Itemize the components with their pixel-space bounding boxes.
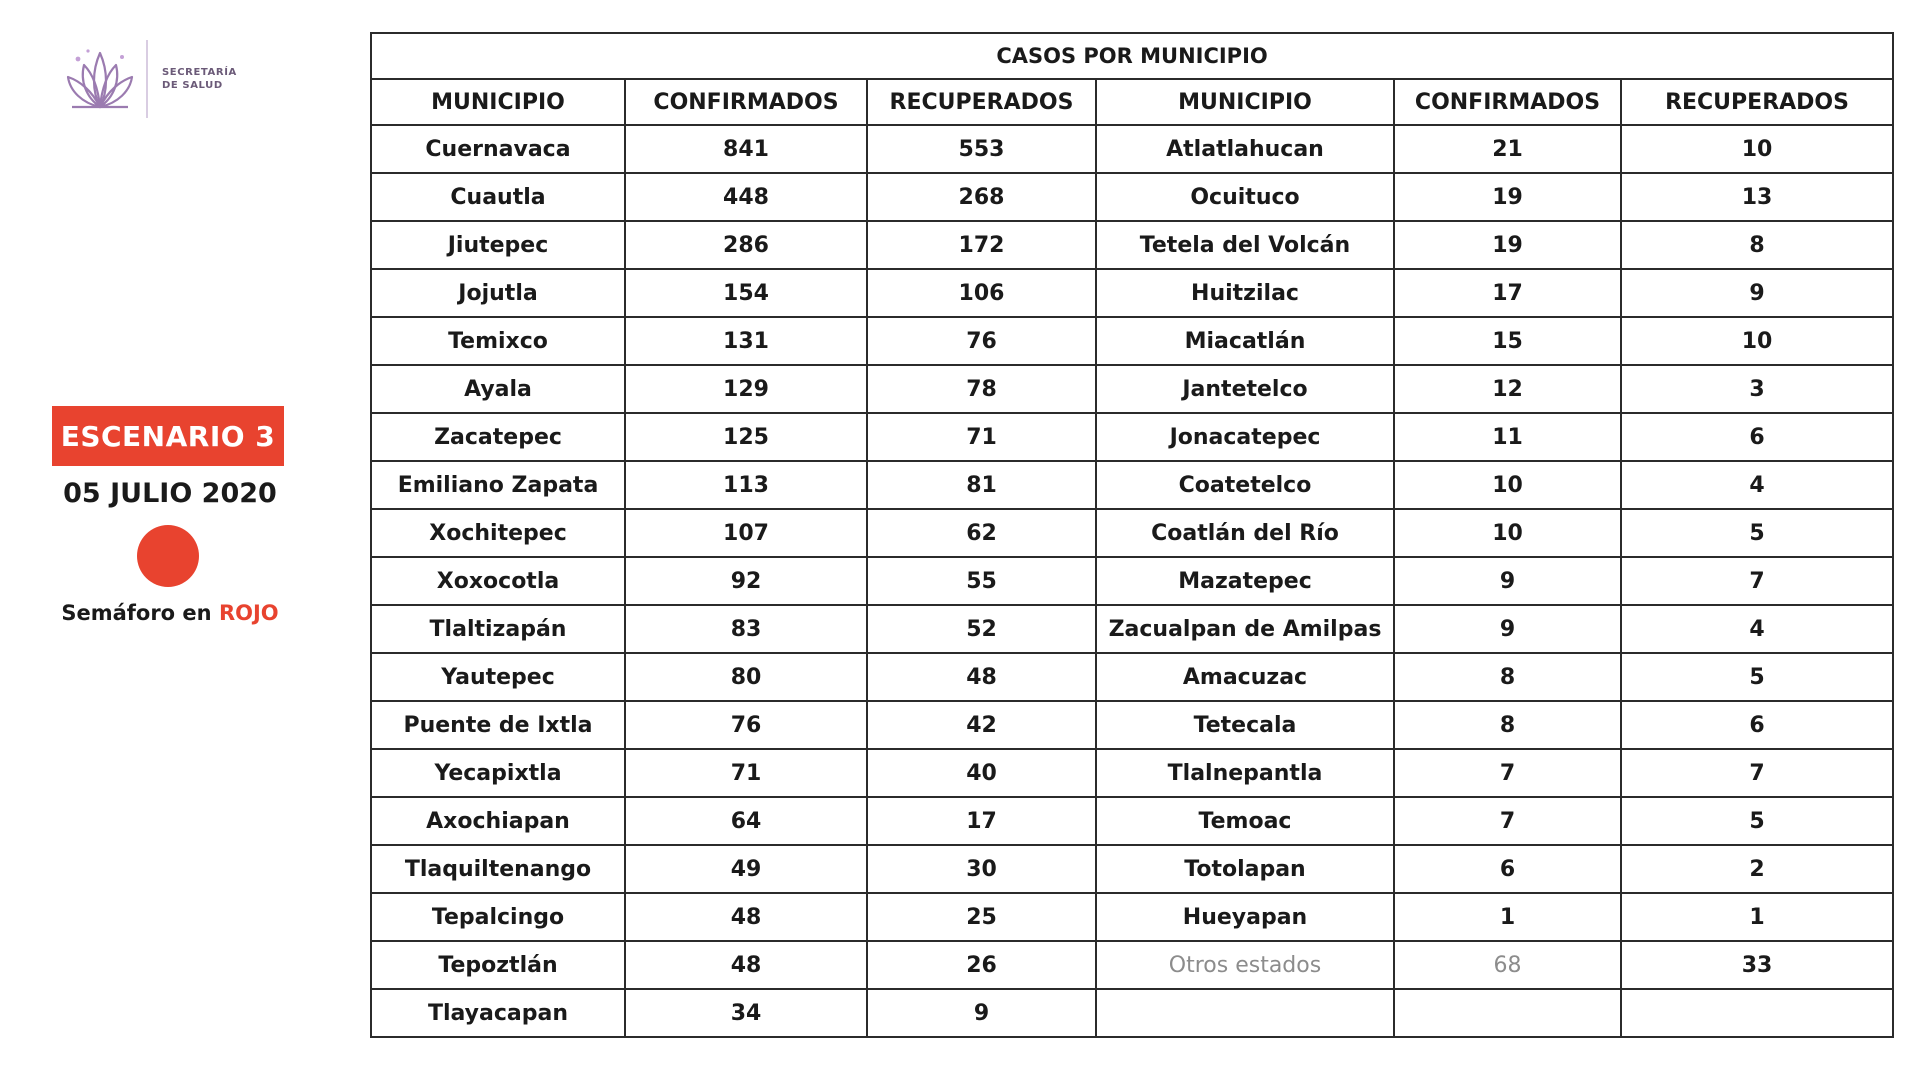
- confirmados-cell-2: 8: [1394, 653, 1621, 701]
- confirmados-cell: 83: [625, 605, 867, 653]
- municipio-cell-2: Otros estados: [1096, 941, 1394, 989]
- municipio-cell: Tepalcingo: [371, 893, 625, 941]
- municipio-cell: Yecapixtla: [371, 749, 625, 797]
- municipio-cell-2: Hueyapan: [1096, 893, 1394, 941]
- municipio-cell-2: Mazatepec: [1096, 557, 1394, 605]
- recuperados-cell-2: 3: [1621, 365, 1893, 413]
- confirmados-cell: 48: [625, 941, 867, 989]
- confirmados-cell-2: 10: [1394, 461, 1621, 509]
- table-row: [371, 173, 1893, 221]
- table-row: [371, 653, 1893, 701]
- semaforo-red-light-icon: [137, 525, 199, 587]
- table-row: [371, 749, 1893, 797]
- municipio-cell: Xochitepec: [371, 509, 625, 557]
- recuperados-cell: 78: [867, 365, 1096, 413]
- recuperados-cell-2: 5: [1621, 653, 1893, 701]
- recuperados-cell-2: 10: [1621, 317, 1893, 365]
- table-title: CASOS POR MUNICIPIO: [371, 33, 1893, 79]
- municipio-cell-2: Coatetelco: [1096, 461, 1394, 509]
- lotus-logo-icon: [62, 41, 138, 117]
- table-row: [371, 797, 1893, 845]
- recuperados-cell-2: 4: [1621, 461, 1893, 509]
- table-row: [371, 845, 1893, 893]
- confirmados-cell: 34: [625, 989, 867, 1037]
- table-row: [371, 221, 1893, 269]
- municipio-cell: Tlaltizapán: [371, 605, 625, 653]
- table-row: [371, 557, 1893, 605]
- confirmados-cell-2: [1394, 989, 1621, 1037]
- municipio-cell-2: Zacualpan de Amilpas: [1096, 605, 1394, 653]
- logo-line-1: SECRETARÍA: [162, 67, 237, 78]
- confirmados-cell-2: 17: [1394, 269, 1621, 317]
- municipio-cell-2: Ocuituco: [1096, 173, 1394, 221]
- recuperados-cell-2: 6: [1621, 413, 1893, 461]
- confirmados-cell-2: 10: [1394, 509, 1621, 557]
- cases-by-municipality-table: [370, 32, 1894, 1038]
- table-row: [371, 413, 1893, 461]
- recuperados-cell-2: 5: [1621, 797, 1893, 845]
- recuperados-cell-2: 4: [1621, 605, 1893, 653]
- municipio-cell: Temixco: [371, 317, 625, 365]
- municipio-cell-2: Atlatlahucan: [1096, 125, 1394, 173]
- recuperados-cell: 268: [867, 173, 1096, 221]
- recuperados-cell: 71: [867, 413, 1096, 461]
- municipio-cell-2: Huitzilac: [1096, 269, 1394, 317]
- municipio-cell: Tepoztlán: [371, 941, 625, 989]
- municipio-cell-2: Coatlán del Río: [1096, 509, 1394, 557]
- confirmados-cell: 76: [625, 701, 867, 749]
- confirmados-cell-2: 11: [1394, 413, 1621, 461]
- municipio-cell: Cuautla: [371, 173, 625, 221]
- semaforo-label: [42, 596, 298, 630]
- confirmados-cell: 131: [625, 317, 867, 365]
- semaforo-color-word: ROJO: [218, 601, 279, 625]
- confirmados-cell: 841: [625, 125, 867, 173]
- confirmados-cell-2: 19: [1394, 221, 1621, 269]
- confirmados-cell-2: 21: [1394, 125, 1621, 173]
- municipio-cell: Ayala: [371, 365, 625, 413]
- municipio-cell-2: Jonacatepec: [1096, 413, 1394, 461]
- confirmados-cell: 71: [625, 749, 867, 797]
- scenario-badge: ESCENARIO 3: [52, 406, 284, 466]
- municipio-cell: Yautepec: [371, 653, 625, 701]
- municipio-cell-2: Miacatlán: [1096, 317, 1394, 365]
- table-body: [371, 125, 1893, 1037]
- municipio-cell: Cuernavaca: [371, 125, 625, 173]
- table-row: [371, 365, 1893, 413]
- recuperados-cell: 553: [867, 125, 1096, 173]
- recuperados-cell: 76: [867, 317, 1096, 365]
- recuperados-cell-2: 8: [1621, 221, 1893, 269]
- recuperados-cell-2: 5: [1621, 509, 1893, 557]
- recuperados-cell: 48: [867, 653, 1096, 701]
- recuperados-cell: 17: [867, 797, 1096, 845]
- table-row: [371, 461, 1893, 509]
- recuperados-cell: 9: [867, 989, 1096, 1037]
- confirmados-cell: 125: [625, 413, 867, 461]
- table-title-row: [371, 33, 1893, 79]
- recuperados-cell: 26: [867, 941, 1096, 989]
- table-row: [371, 269, 1893, 317]
- header-confirmados-2: CONFIRMADOS: [1394, 79, 1621, 125]
- table-row: [371, 125, 1893, 173]
- municipio-cell: Tlayacapan: [371, 989, 625, 1037]
- recuperados-cell: 172: [867, 221, 1096, 269]
- recuperados-cell: 42: [867, 701, 1096, 749]
- municipio-cell: Emiliano Zapata: [371, 461, 625, 509]
- confirmados-cell: 92: [625, 557, 867, 605]
- header-municipio: MUNICIPIO: [371, 79, 625, 125]
- header-recuperados: RECUPERADOS: [867, 79, 1096, 125]
- recuperados-cell-2: [1621, 989, 1893, 1037]
- secretaria-de-salud-logo: [62, 34, 262, 124]
- confirmados-cell-2: 7: [1394, 797, 1621, 845]
- confirmados-cell: 64: [625, 797, 867, 845]
- recuperados-cell: 81: [867, 461, 1096, 509]
- recuperados-cell: 25: [867, 893, 1096, 941]
- municipio-cell-2: [1096, 989, 1394, 1037]
- logo-text: [162, 66, 237, 92]
- municipio-cell: Puente de Ixtla: [371, 701, 625, 749]
- confirmados-cell-2: 7: [1394, 749, 1621, 797]
- recuperados-cell-2: 13: [1621, 173, 1893, 221]
- municipio-cell: Jiutepec: [371, 221, 625, 269]
- confirmados-cell-2: 9: [1394, 557, 1621, 605]
- municipio-cell: Axochiapan: [371, 797, 625, 845]
- confirmados-cell: 80: [625, 653, 867, 701]
- confirmados-cell-2: 9: [1394, 605, 1621, 653]
- municipio-cell: Zacatepec: [371, 413, 625, 461]
- recuperados-cell: 40: [867, 749, 1096, 797]
- confirmados-cell: 448: [625, 173, 867, 221]
- confirmados-cell: 107: [625, 509, 867, 557]
- confirmados-cell: 48: [625, 893, 867, 941]
- recuperados-cell: 52: [867, 605, 1096, 653]
- table-row: [371, 605, 1893, 653]
- recuperados-cell-2: 1: [1621, 893, 1893, 941]
- logo-divider: [146, 40, 148, 118]
- recuperados-cell-2: 33: [1621, 941, 1893, 989]
- municipio-cell: Jojutla: [371, 269, 625, 317]
- recuperados-cell: 55: [867, 557, 1096, 605]
- table-row: [371, 317, 1893, 365]
- confirmados-cell: 129: [625, 365, 867, 413]
- logo-line-2: DE SALUD: [162, 80, 223, 91]
- table-row: [371, 701, 1893, 749]
- confirmados-cell-2: 68: [1394, 941, 1621, 989]
- recuperados-cell: 62: [867, 509, 1096, 557]
- municipio-cell-2: Temoac: [1096, 797, 1394, 845]
- recuperados-cell: 106: [867, 269, 1096, 317]
- table-row: [371, 509, 1893, 557]
- recuperados-cell-2: 2: [1621, 845, 1893, 893]
- header-municipio-2: MUNICIPIO: [1096, 79, 1394, 125]
- confirmados-cell-2: 19: [1394, 173, 1621, 221]
- recuperados-cell-2: 10: [1621, 125, 1893, 173]
- table-row: [371, 893, 1893, 941]
- recuperados-cell-2: 9: [1621, 269, 1893, 317]
- recuperados-cell-2: 6: [1621, 701, 1893, 749]
- confirmados-cell: 49: [625, 845, 867, 893]
- municipio-cell-2: Tlalnepantla: [1096, 749, 1394, 797]
- recuperados-cell-2: 7: [1621, 557, 1893, 605]
- semaforo-prefix: Semáforo en: [61, 601, 219, 625]
- municipio-cell-2: Jantetelco: [1096, 365, 1394, 413]
- municipio-cell-2: Amacuzac: [1096, 653, 1394, 701]
- confirmados-cell-2: 8: [1394, 701, 1621, 749]
- municipio-cell-2: Tetela del Volcán: [1096, 221, 1394, 269]
- municipio-cell: Xoxocotla: [371, 557, 625, 605]
- confirmados-cell: 154: [625, 269, 867, 317]
- municipio-cell: Tlaquiltenango: [371, 845, 625, 893]
- recuperados-cell: 30: [867, 845, 1096, 893]
- table-header-row: [371, 79, 1893, 125]
- confirmados-cell-2: 12: [1394, 365, 1621, 413]
- confirmados-cell-2: 1: [1394, 893, 1621, 941]
- header-confirmados: CONFIRMADOS: [625, 79, 867, 125]
- table-row: [371, 941, 1893, 989]
- header-recuperados-2: RECUPERADOS: [1621, 79, 1893, 125]
- recuperados-cell-2: 7: [1621, 749, 1893, 797]
- confirmados-cell-2: 6: [1394, 845, 1621, 893]
- table-row: [371, 989, 1893, 1037]
- confirmados-cell: 113: [625, 461, 867, 509]
- municipio-cell-2: Tetecala: [1096, 701, 1394, 749]
- municipio-cell-2: Totolapan: [1096, 845, 1394, 893]
- confirmados-cell-2: 15: [1394, 317, 1621, 365]
- report-date: 05 JULIO 2020: [63, 478, 277, 509]
- confirmados-cell: 286: [625, 221, 867, 269]
